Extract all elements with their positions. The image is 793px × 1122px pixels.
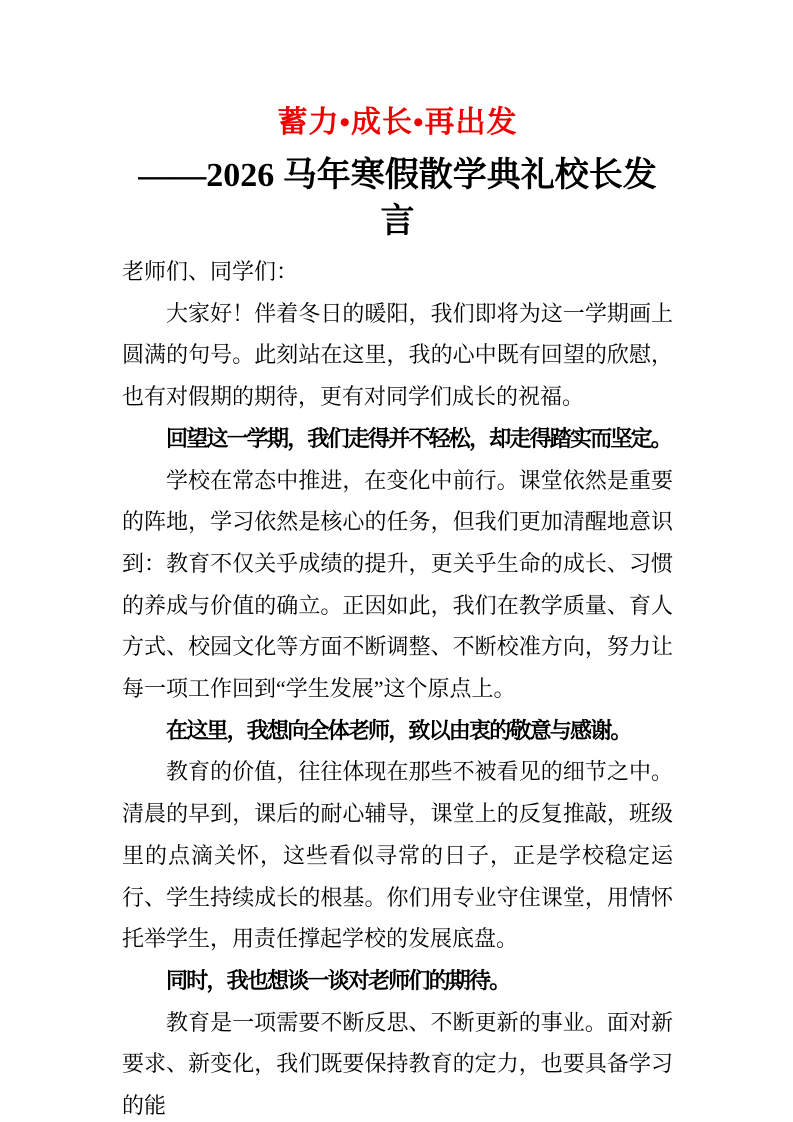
body-paragraph: 教育的价值，往往体现在那些不被看见的细节之中。清晨的早到，课后的耐心辅导，课堂上的反复推敲，班级里的点滴关怀，这些看似寻常的日子，正是学校稳定运行、学生持续成长的根基。你们用专业守住课堂，用情怀托举学生，用责任撑起学校的发展底盘。 [122,759,673,952]
body-paragraph: 学校在常态中推进，在变化中前行。课堂依然是重要的阵地，学习依然是核心的任务，但我们更加清醒地意识到：教育不仅关乎成绩的提升，更关乎生命的成长、习惯的养成与价值的确立。正因如此，我们在教学质量、育人方式、校园文化等方面不断调整、不断校准方向，努力让每一项工作回到“学生发展”这个原点上。 [122,467,673,702]
bold-lead-paragraph: 同时，我也想谈一谈对老师们的期待。 [166,967,510,993]
bold-lead-paragraph: 在这里，我想向全体老师，致以由衷的敬意与感谢。 [166,717,631,743]
body-paragraph-truncated: 教育是一项需要不断反思、不断更新的事业。面对新要求、新变化，我们既要保持教育的定力，也要具备学习的能 [122,1009,673,1119]
salutation-paragraph: 老师们、同学们： [122,259,299,284]
document-subtitle: ——2026 马年寒假散学典礼校长发言 [138,157,657,240]
document-body [122,251,673,1122]
bold-lead-paragraph: 回望这一学期，我们走得并不轻松，却走得踏实而坚定。 [166,425,672,451]
body-paragraph: 大家好！伴着冬日的暖阳，我们即将为这一学期画上圆满的句号。此刻站在这里，我的心中既有回望的欣慰，也有对假期的期待，更有对同学们成长的祝福。 [122,300,673,410]
document-title: 蓄力•成长•再出发 [277,106,518,139]
